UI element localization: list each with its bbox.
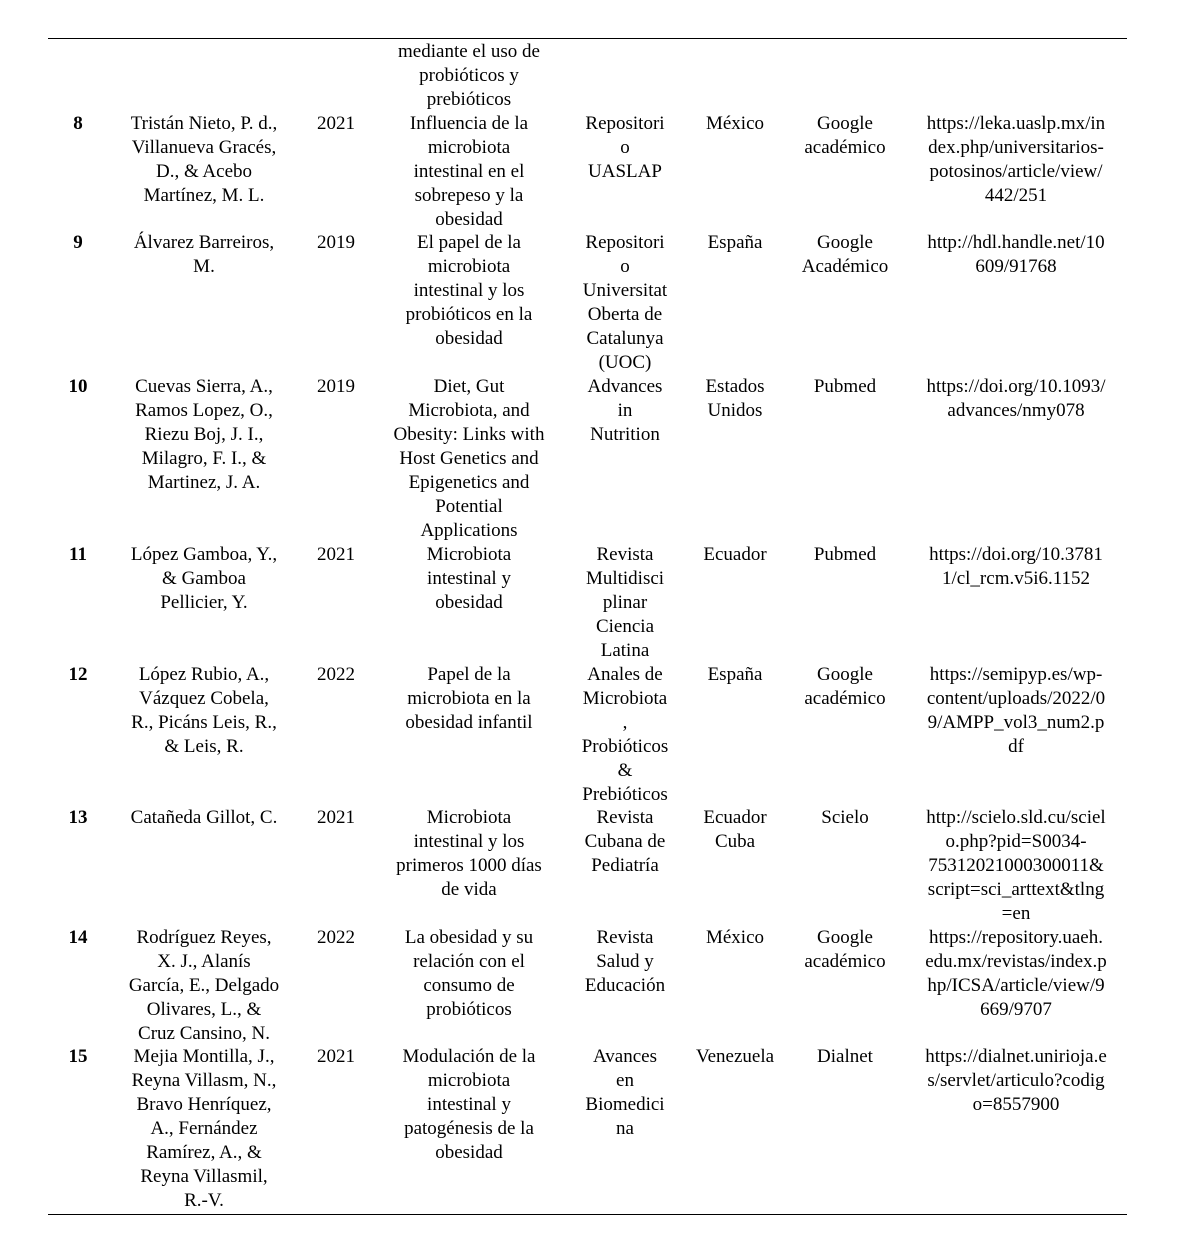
url-cell: http://scielo.sld.cu/sciel o.php?pid=S0034- 75312021000300011& script=sci_arttext&tlng =en bbox=[926, 807, 1106, 924]
year-cell: 2021 bbox=[317, 807, 355, 828]
row-number: 12 bbox=[68, 664, 88, 685]
url-cell: https://doi.org/10.3781 1/cl_rcm.v5i6.1152 bbox=[929, 544, 1103, 589]
journal-cell: Repositori o UASLAP bbox=[585, 113, 665, 182]
journal-cell: Anales de Microbiota , Probióticos & Prebióticos bbox=[581, 664, 669, 805]
title-cell: La obesidad y su relación con el consumo de probióticos bbox=[404, 927, 534, 1020]
title-cell: Microbiota intestinal y los primeros 1000 días de vida bbox=[396, 807, 542, 900]
row-number: 11 bbox=[69, 544, 87, 565]
database-cell: Pubmed bbox=[813, 544, 877, 565]
country-cell: Venezuela bbox=[695, 1046, 775, 1067]
country-cell: Ecuador Cuba bbox=[703, 807, 767, 852]
row-number: 9 bbox=[73, 232, 83, 253]
authors-cell: Álvarez Barreiros, M. bbox=[133, 232, 275, 277]
title-cell: Modulación de la microbiota intestinal y patogénesis de la obesidad bbox=[402, 1046, 536, 1163]
title-cell: Microbiota intestinal y obesidad bbox=[426, 544, 512, 613]
database-cell: Google académico bbox=[804, 113, 886, 158]
database-cell: Google académico bbox=[804, 927, 886, 972]
row-number: 15 bbox=[68, 1046, 88, 1067]
year-cell: 2022 bbox=[317, 664, 355, 685]
country-cell: España bbox=[707, 232, 763, 253]
table-bottom-rule bbox=[48, 1214, 1127, 1215]
country-cell: España bbox=[707, 664, 763, 685]
row-number: 8 bbox=[73, 113, 83, 134]
authors-cell: López Rubio, A., Vázquez Cobela, R., Picáns Leis, R., & Leis, R. bbox=[131, 664, 277, 757]
journal-cell: Revista Multidisci plinar Ciencia Latina bbox=[585, 544, 665, 661]
authors-cell: Mejia Montilla, J., Reyna Villasm, N., Bravo Henríquez, A., Fernández Ramírez, A., & Reyna Villasmil, R.-V. bbox=[131, 1046, 277, 1211]
year-cell: 2021 bbox=[317, 544, 355, 565]
url-cell: https://leka.uaslp.mx/in dex.php/universitarios- potosinos/article/view/ 442/251 bbox=[926, 113, 1106, 206]
table-top-rule bbox=[48, 38, 1127, 39]
database-cell: Google académico bbox=[804, 664, 886, 709]
row-number: 10 bbox=[68, 376, 88, 397]
journal-cell: Avances en Biomedici na bbox=[585, 1046, 665, 1139]
title-cell: Influencia de la microbiota intestinal en el sobrepeso y la obesidad bbox=[409, 113, 529, 230]
journal-cell: Repositori o Universitat Oberta de Catalunya (UOC) bbox=[582, 232, 668, 373]
authors-cell: Tristán Nieto, P. d., Villanueva Gracés, D., & Acebo Martínez, M. L. bbox=[130, 113, 278, 206]
journal-cell: Revista Salud y Educación bbox=[584, 927, 666, 996]
year-cell: 2021 bbox=[317, 1046, 355, 1067]
database-cell: Dialnet bbox=[817, 1046, 873, 1067]
year-cell: 2022 bbox=[317, 927, 355, 948]
url-cell: http://hdl.handle.net/10 609/91768 bbox=[927, 232, 1105, 277]
country-cell: Ecuador bbox=[703, 544, 767, 565]
row-number: 13 bbox=[68, 807, 88, 828]
year-cell: 2019 bbox=[317, 376, 355, 397]
authors-cell: Rodríguez Reyes, X. J., Alanís García, E., Delgado Olivares, L., & Cruz Cansino, N. bbox=[128, 927, 280, 1044]
journal-cell: Revista Cubana de Pediatría bbox=[584, 807, 666, 876]
url-cell: https://repository.uaeh. edu.mx/revistas/index.p hp/ICSA/article/view/9 669/9707 bbox=[925, 927, 1107, 1020]
title-cell: mediante el uso de probióticos y prebióticos bbox=[398, 41, 540, 110]
authors-cell: Cuevas Sierra, A., Ramos Lopez, O., Riezu Boj, J. I., Milagro, F. I., & Martinez, J. A. bbox=[135, 376, 273, 493]
country-cell: México bbox=[705, 113, 765, 134]
title-cell: Diet, Gut Microbiota, and Obesity: Links with Host Genetics and Epigenetics and Potential Applications bbox=[393, 376, 545, 541]
url-cell: https://dialnet.unirioja.e s/servlet/articulo?codig o=8557900 bbox=[925, 1046, 1107, 1115]
url-cell: https://semipyp.es/wp- content/uploads/2022/0 9/AMPP_vol3_num2.p df bbox=[926, 664, 1106, 757]
year-cell: 2019 bbox=[317, 232, 355, 253]
row-number: 14 bbox=[68, 927, 88, 948]
journal-cell: Advances in Nutrition bbox=[587, 376, 663, 445]
authors-cell: Catañeda Gillot, C. bbox=[130, 807, 278, 828]
database-cell: Google Académico bbox=[801, 232, 889, 277]
title-cell: El papel de la microbiota intestinal y los probióticos en la obesidad bbox=[405, 232, 533, 349]
country-cell: México bbox=[705, 927, 765, 948]
title-cell: Papel de la microbiota en la obesidad infantil bbox=[405, 664, 533, 733]
database-cell: Scielo bbox=[821, 807, 869, 828]
database-cell: Pubmed bbox=[813, 376, 877, 397]
url-cell: https://doi.org/10.1093/ advances/nmy078 bbox=[926, 376, 1106, 421]
authors-cell: López Gamboa, Y., & Gamboa Pellicier, Y. bbox=[130, 544, 278, 613]
country-cell: Estados Unidos bbox=[705, 376, 765, 421]
year-cell: 2021 bbox=[317, 113, 355, 134]
